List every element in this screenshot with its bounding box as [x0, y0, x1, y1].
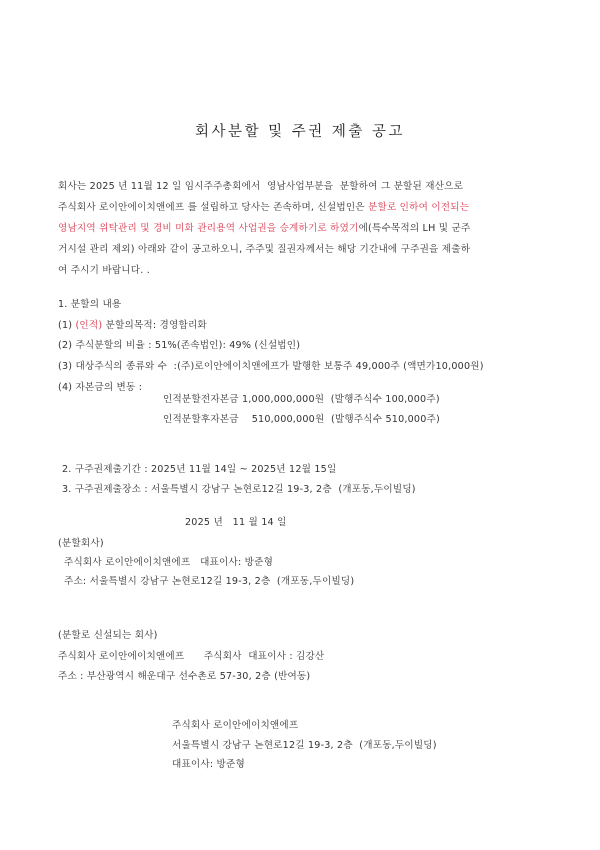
intro-line-2 — [58, 202, 469, 214]
signature-representative: 대표이사: 방준형 — [172, 759, 245, 770]
notice-date: 2025 년 11 월 14 일 — [185, 517, 287, 528]
split-type-highlight: (인적) — [75, 320, 103, 331]
capital-after-split: 인적분할후자본금 510,000,000원 (발행주식수 510,000주) — [163, 414, 440, 425]
intro-line-5: 여 주시기 바랍니다. . — [58, 265, 150, 276]
new-company-heading: (분할로 신설되는 회사) — [58, 630, 158, 641]
signature-company: 주식회사 로이안에이치앤에프 — [172, 720, 299, 731]
section-1-item-3: (3) 대상주식의 종류와 수 :(주)로이안에이치앤에프가 발행한 보통주 49,000주 (액면가10,000원) — [58, 361, 484, 372]
section-1-item-2: (2) 주식분할의 비율 : 51%(존속법인): 49% (신설법인) — [58, 340, 301, 351]
new-company-address: 주소 : 부산광역시 해운대구 선수촌로 57-30, 2층 (반여동) — [58, 671, 311, 682]
splitting-company-heading: (분할회사) — [58, 538, 104, 549]
section-1-item-1 — [58, 320, 207, 332]
intro-line-3-text: 에(특수목적의 LH 및 군주 — [358, 223, 471, 234]
intro-highlight-text: 분할로 인하여 이전되는 — [368, 202, 470, 213]
section-2-submission-period: 2. 구주권제출기간 : 2025년 11월 14일 ~ 2025년 12월 15일 — [62, 464, 337, 475]
intro-line-1: 회사는 2025 년 11월 12 일 임시주주총회에서 영남사업부분을 분할하여 그 분할된 재산으로 — [58, 181, 464, 192]
signature-address: 서울특별시 강남구 논현로12길 19-3, 2층 (개포동,두이빌딩) — [172, 740, 437, 751]
intro-highlight-text: 영남지역 위탁관리 및 경비 미화 관리용역 사업권을 승계하기로 하였기 — [58, 223, 359, 234]
item-text: 분할의목적: 경영합리화 — [102, 320, 207, 331]
section-1-item-4: (4) 자본금의 변동 : — [58, 382, 143, 393]
intro-line-4: 거시설 관리 제외) 아래와 같이 공고하오니, 주주및 질권자께서는 해당 기간내에 구주권을 제출하 — [58, 244, 471, 255]
intro-line-3 — [58, 223, 470, 235]
document-title: 회사분할 및 주권 제출 공고 — [194, 124, 405, 140]
splitting-company-name: 주식회사 로이안에이치앤에프 대표이사: 방준형 — [64, 557, 274, 568]
section-3-submission-place: 3. 구주권제출장소 : 서울특별시 강남구 논현로12길 19-3, 2층 (개포동,두이빌딩) — [62, 484, 416, 495]
new-company-name: 주식회사 로이안에이치앤에프 주식회사 대표이사 : 김강산 — [58, 651, 325, 662]
section-1-heading: 1. 분할의 내용 — [58, 299, 122, 310]
capital-before-split: 인적분할전자본금 1,000,000,000원 (발행주식수 100,000주) — [163, 394, 440, 405]
item-number: (1) — [58, 320, 76, 331]
intro-line-2-text: 주식회사 로이안에이치앤에프 를 설립하고 당사는 존속하며, 신설법인은 — [58, 202, 369, 213]
splitting-company-address: 주소: 서울특별시 강남구 논현로12길 19-3, 2층 (개포동,두이빌딩) — [64, 576, 355, 587]
